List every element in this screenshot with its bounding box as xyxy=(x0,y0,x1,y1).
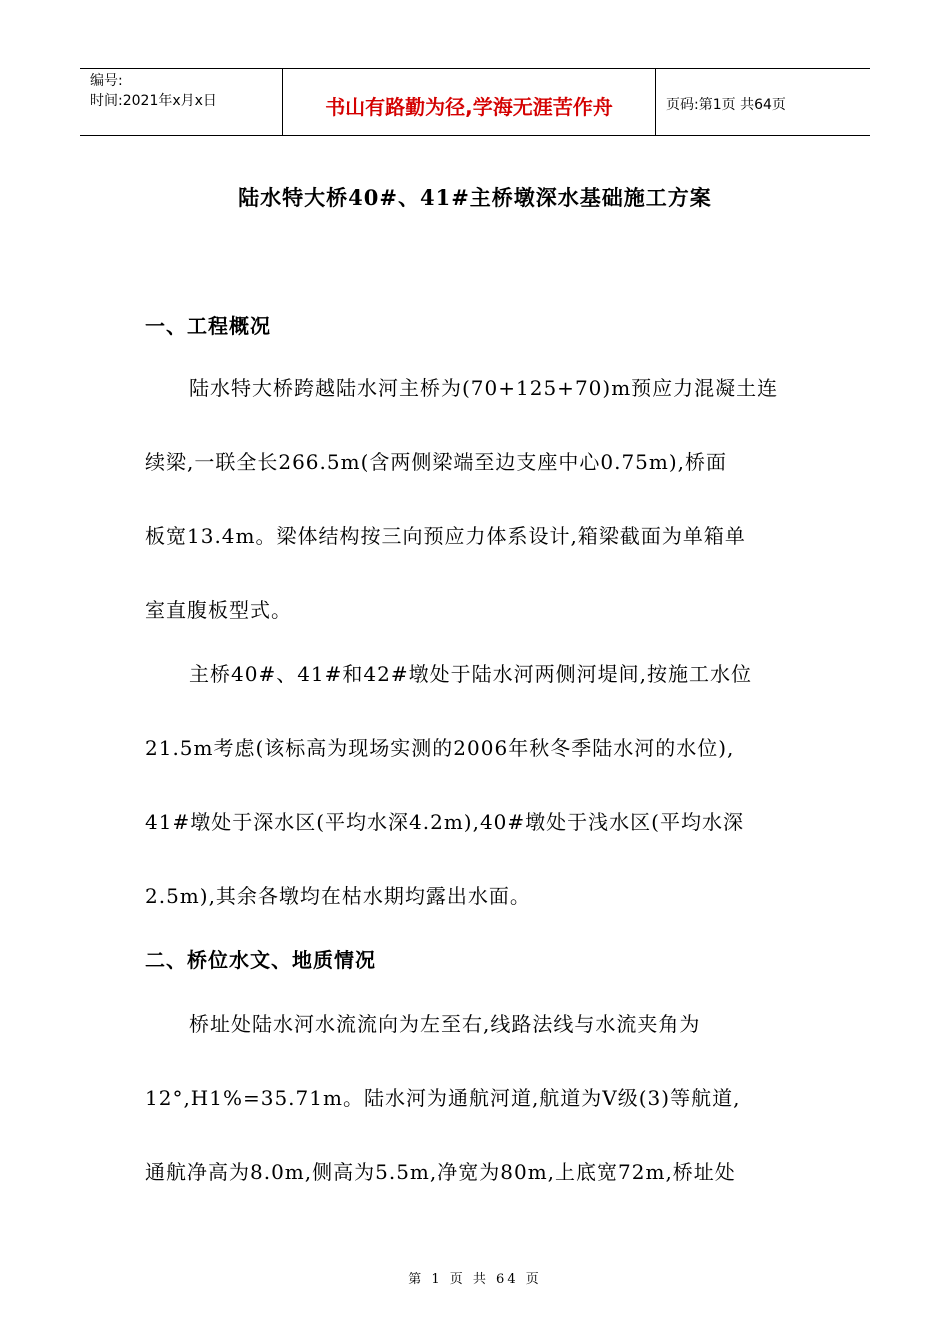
paragraph-line: 41#墩处于深水区(平均水深4.2m),40#墩处于浅水区(平均水深 xyxy=(145,810,744,834)
page-footer: 第 1 页 共 64 页 xyxy=(408,1272,542,1287)
serial-label: 编号: xyxy=(90,73,123,89)
paragraph-line: 桥址处陆水河水流流向为左至右,线路法线与水流夹角为 xyxy=(189,1012,701,1036)
header-motto: 书山有路勤为径,学海无涯苦作舟 xyxy=(282,69,656,135)
time-label: 时间:2021年x月x日 xyxy=(90,93,217,109)
paragraph-line: 21.5m考虑(该标高为现场实测的2006年秋冬季陆水河的水位), xyxy=(145,736,735,760)
header-meta xyxy=(80,69,282,135)
paragraph-line: 2.5m),其余各墩均在枯水期均露出水面。 xyxy=(145,884,531,908)
section-heading-hydrology: 二、桥位水文、地质情况 xyxy=(145,948,376,972)
paragraph-line: 陆水特大桥跨越陆水河主桥为(70+125+70)m预应力混凝土连 xyxy=(189,376,779,400)
paragraph-line: 板宽13.4m。梁体结构按三向预应力体系设计,箱梁截面为单箱单 xyxy=(145,524,746,548)
page-header xyxy=(80,68,870,136)
paragraph-line: 通航净高为8.0m,侧高为5.5m,净宽为80m,上底宽72m,桥址处 xyxy=(145,1160,736,1184)
paragraph-line: 主桥40#、41#和42#墩处于陆水河两侧河堤间,按施工水位 xyxy=(189,662,752,686)
paragraph-line: 12°,H1%=35.71m。陆水河为通航河道,航道为Ⅴ级(3)等航道, xyxy=(145,1086,741,1110)
section-heading-overview: 一、工程概况 xyxy=(145,314,271,338)
paragraph-line: 续梁,一联全长266.5m(含两侧梁端至边支座中心0.75m),桥面 xyxy=(145,450,728,474)
paragraph-line: 室直腹板型式。 xyxy=(145,598,292,622)
document-title: 陆水特大桥40#、41#主桥墩深水基础施工方案 xyxy=(238,185,712,210)
header-page-info: 页码:第1页 共64页 xyxy=(666,97,786,113)
